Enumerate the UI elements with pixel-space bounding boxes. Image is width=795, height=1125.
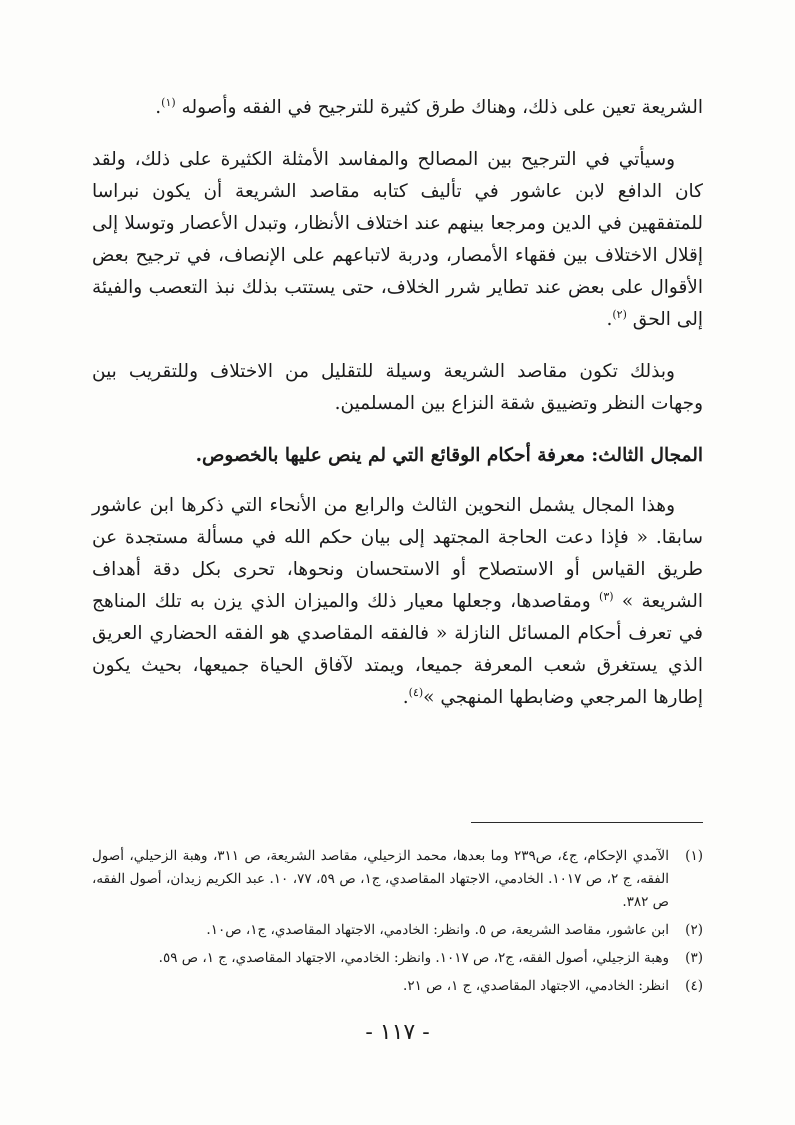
footnote-number: (٤) — [685, 978, 703, 994]
footnote-separator — [471, 822, 703, 823]
footnote-number: (١) — [685, 848, 703, 864]
footnote-text: انظر: الخادمي، الاجتهاد المقاصدي، ج ١، ص ٢١. — [403, 978, 669, 994]
footnote-text: ابن عاشور، مقاصد الشريعة، ص ٥. وانظر: الخادمي، الاجتهاد المقاصدي، ج١، ص١٠. — [206, 922, 669, 938]
footnote-2 — [92, 919, 703, 942]
footnote-ref-2: (٢) — [612, 307, 627, 321]
paragraph-4: وهذا المجال يشمل النحوين الثالث والرابع من الأنحاء التي ذكرها ابن عاشور سابقا. « فإذا دعت الحاجة المجتهد إلى بيان حكم الله في مسألة مستجدة عن طريق القياس أو الاستصلاح أو الاستحسان ونحوها، تحرى بكل دقة أهداف الشريعة » $^{(٣)}$ ومقاصدها، وجعلها معيار ذلك والميزان الذي يزن به تلك المناهج في تعرف أحكام المسائل النازلة « فالفقه المقاصدي هو الفقه الحضاري العريق الذي يستغرق شعب المعرفة جميعا، ويمتد لآفاق الحياة جميعها، بحيث يكون إطارها المرجعي وضابطها المنهجي »$^{(٤)}$. — [92, 495, 703, 708]
paragraph-1: الشريعة تعين على ذلك، وهناك طرق كثيرة للترجيح في الفقه وأصوله $^{(١)}$. — [155, 95, 703, 118]
footnote-number: (٣) — [685, 950, 703, 966]
footnote-text: الآمدي الإحكام، ج٤، ص٢٣٩ وما بعدها، محمد الزحيلي، مقاصد الشريعة، ص ٣١١، وهبة الزحيلي، أصول الفقه، ج ٢، ص ١٠١٧. الخادمي، الاجتهاد المقاصدي، ج١، ص ٥٩، ٧٧، ١٠. عبد الكريم زيدان، أصول الفقه، ص ٣٨٢. — [92, 848, 669, 910]
page-number: - ١١٧ - — [365, 1020, 430, 1045]
paragraph-2: وسيأتي في الترجيح بين المصالح والمفاسد الأمثلة الكثيرة على ذلك، ولقد كان الدافع لابن عاشور في تأليف كتابه مقاصد الشريعة أن يكون نبراسا للمتفقهين في الدين ومرجعا بينهم عند اختلاف الأنظار، وتبدل الأعصار وتوسلا إلى إقلال الاختلاف بين فقهاء الأمصار، ودربة لاتباعهم على الإنصاف، في ترجيح بعض الأقوال على بعض عند تطاير شرر الخلاف، حتى يستتب بذلك نبذ التعصب والفيئة إلى الحق $^{(٢)}$. — [92, 149, 703, 330]
footnote-1 — [92, 845, 703, 914]
main-text — [92, 92, 703, 734]
footnote-3 — [92, 947, 703, 970]
footnote-number: (٢) — [685, 922, 703, 938]
paragraph-3: وبذلك تكون مقاصد الشريعة وسيلة للتقليل من الاختلاف وللتقريب بين وجهات النظر وتضييق شقة النزاع بين المسلمين. — [92, 361, 703, 414]
footnote-text: وهبة الزجيلي، أصول الفقه، ج٢، ص ١٠١٧. وانظر: الخادمي، الاجتهاد المقاصدي، ج ١، ص ٥٩. — [158, 950, 669, 966]
footnote-4 — [92, 975, 703, 998]
footnote-ref-4: (٤) — [408, 685, 424, 699]
footnote-ref-1: (١) — [161, 95, 176, 109]
footnotes — [92, 845, 703, 1003]
footnote-ref-3: (٣) — [599, 589, 614, 603]
section-heading: المجال الثالث: معرفة أحكام الوقائع التي لم ينص عليها بالخصوص. — [195, 445, 703, 466]
